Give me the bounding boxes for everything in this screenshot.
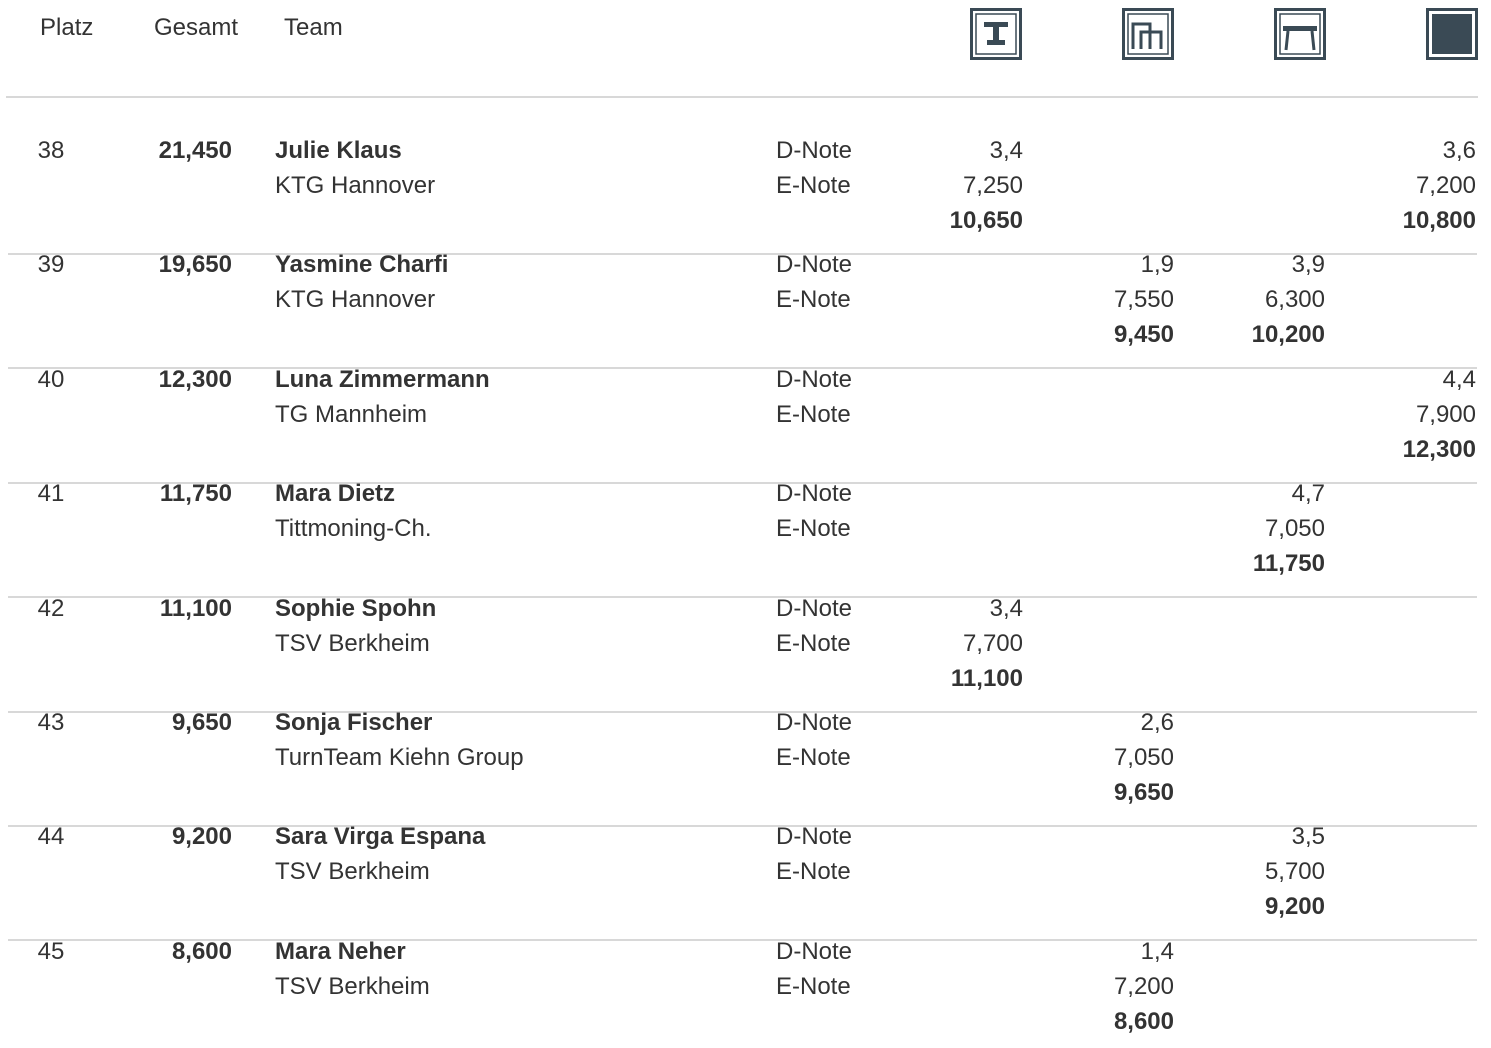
d-note-value: 3,9 xyxy=(1291,251,1325,278)
score-beam xyxy=(893,934,1023,1039)
athlete-name: Sophie Spohn xyxy=(275,595,437,622)
athlete-name: Luna Zimmermann xyxy=(275,366,490,393)
e-note-value: 7,200 xyxy=(1415,172,1476,199)
d-note-value xyxy=(1044,476,1174,511)
place-value: 39 xyxy=(37,251,65,278)
e-note-value xyxy=(1346,626,1476,661)
d-note-value xyxy=(1346,476,1476,511)
d-note-value xyxy=(1195,133,1325,168)
e-note-value xyxy=(1044,854,1174,889)
table-row xyxy=(0,934,1491,1048)
e-note-value xyxy=(1044,397,1174,432)
e-note-value xyxy=(893,511,1023,546)
e-note-value xyxy=(1195,168,1325,203)
apparatus-total xyxy=(1346,1004,1476,1039)
table-row xyxy=(0,133,1491,247)
d-note-value: 1,9 xyxy=(1140,251,1174,278)
apparatus-total: 9,650 xyxy=(1113,779,1174,806)
score-vault xyxy=(1195,133,1325,238)
e-note-value: 5,700 xyxy=(1264,858,1325,885)
athlete-name: Sara Virga Espana xyxy=(275,823,486,850)
total-score: 11,100 xyxy=(159,595,232,622)
d-note-value xyxy=(1195,934,1325,969)
d-note-value xyxy=(1346,591,1476,626)
d-note-value: 3,4 xyxy=(989,137,1023,164)
score-bars xyxy=(1044,705,1174,810)
score-vault xyxy=(1195,705,1325,810)
e-note-value xyxy=(1195,626,1325,661)
e-note-value xyxy=(1044,168,1174,203)
e-note-value xyxy=(1346,282,1476,317)
e-note-value: 7,050 xyxy=(1113,744,1174,771)
apparatus-total xyxy=(1346,889,1476,924)
e-note-value: 7,700 xyxy=(962,630,1023,657)
vault-icon xyxy=(1274,8,1326,60)
e-note-value xyxy=(893,282,1023,317)
team-name: TSV Berkheim xyxy=(275,630,430,657)
score-vault xyxy=(1195,934,1325,1039)
score-vault xyxy=(1195,362,1325,467)
d-note-value xyxy=(893,934,1023,969)
e-note-label: E-Note xyxy=(776,973,851,1000)
e-note-label: E-Note xyxy=(776,744,851,771)
score-vault xyxy=(1195,247,1325,352)
e-note-value xyxy=(1346,740,1476,775)
apparatus-total xyxy=(1044,889,1174,924)
table-row xyxy=(0,819,1491,933)
d-note-value xyxy=(893,819,1023,854)
apparatus-total xyxy=(893,1004,1023,1039)
apparatus-total xyxy=(1346,546,1476,581)
team-name: TurnTeam Kiehn Group xyxy=(275,744,524,771)
apparatus-total xyxy=(893,775,1023,810)
apparatus-total xyxy=(1346,661,1476,696)
d-note-value xyxy=(893,476,1023,511)
score-bars xyxy=(1044,476,1174,581)
d-note-value xyxy=(1044,133,1174,168)
score-floor xyxy=(1346,247,1476,352)
d-note-value xyxy=(1346,705,1476,740)
score-floor xyxy=(1346,476,1476,581)
score-vault xyxy=(1195,476,1325,581)
apparatus-total xyxy=(1044,432,1174,467)
team-name: TG Mannheim xyxy=(275,401,428,428)
apparatus-total xyxy=(1195,661,1325,696)
score-bars xyxy=(1044,934,1174,1039)
place-value: 40 xyxy=(37,366,65,393)
apparatus-total xyxy=(1195,1004,1325,1039)
score-bars xyxy=(1044,133,1174,238)
d-note-label: D-Note xyxy=(776,366,853,393)
d-note-value xyxy=(893,362,1023,397)
apparatus-total: 8,600 xyxy=(1113,1008,1174,1035)
d-note-value: 4,4 xyxy=(1442,366,1476,393)
athlete-name: Julie Klaus xyxy=(275,137,402,164)
header-team: Team xyxy=(284,14,343,41)
apparatus-total: 10,200 xyxy=(1251,321,1325,348)
table-row xyxy=(0,476,1491,590)
e-note-label: E-Note xyxy=(776,515,851,542)
d-note-value: 3,5 xyxy=(1291,823,1325,850)
e-note-value xyxy=(1195,740,1325,775)
table-row xyxy=(0,705,1491,819)
place-value: 44 xyxy=(37,823,65,850)
place-value: 38 xyxy=(37,137,65,164)
e-note-value: 7,050 xyxy=(1264,515,1325,542)
d-note-value: 3,4 xyxy=(989,595,1023,622)
score-bars xyxy=(1044,247,1174,352)
d-note-label: D-Note xyxy=(776,938,853,965)
d-note-value: 2,6 xyxy=(1140,709,1174,736)
d-note-value: 4,7 xyxy=(1291,480,1325,507)
place-value: 43 xyxy=(37,709,65,736)
d-note-value: 3,6 xyxy=(1442,137,1476,164)
e-note-value xyxy=(893,397,1023,432)
d-note-label: D-Note xyxy=(776,823,853,850)
apparatus-total: 9,200 xyxy=(1264,893,1325,920)
d-note-value xyxy=(893,705,1023,740)
e-note-label: E-Note xyxy=(776,172,851,199)
header-divider xyxy=(6,96,1478,98)
score-beam xyxy=(893,247,1023,352)
team-name: Tittmoning-Ch. xyxy=(275,515,432,542)
d-note-label: D-Note xyxy=(776,137,853,164)
apparatus-total xyxy=(1044,546,1174,581)
apparatus-total xyxy=(893,432,1023,467)
uneven-bars-icon xyxy=(1122,8,1174,60)
score-beam xyxy=(893,476,1023,581)
apparatus-total xyxy=(1044,203,1174,238)
score-bars xyxy=(1044,362,1174,467)
athlete-name: Sonja Fischer xyxy=(275,709,433,736)
e-note-value xyxy=(893,854,1023,889)
d-note-value xyxy=(1346,247,1476,282)
score-bars xyxy=(1044,819,1174,924)
d-note-value xyxy=(1195,362,1325,397)
athlete-name: Mara Neher xyxy=(275,938,406,965)
e-note-value xyxy=(1044,511,1174,546)
e-note-value xyxy=(1195,397,1325,432)
score-floor xyxy=(1346,591,1476,696)
e-note-value: 7,250 xyxy=(962,172,1023,199)
score-bars xyxy=(1044,591,1174,696)
place-value: 42 xyxy=(37,595,65,622)
e-note-value xyxy=(893,740,1023,775)
balance-beam-icon xyxy=(970,8,1022,60)
d-note-value: 1,4 xyxy=(1140,938,1174,965)
e-note-label: E-Note xyxy=(776,858,851,885)
score-beam xyxy=(893,362,1023,467)
d-note-value xyxy=(1044,819,1174,854)
e-note-value: 7,900 xyxy=(1415,401,1476,428)
apparatus-total: 12,300 xyxy=(1402,436,1476,463)
score-beam xyxy=(893,705,1023,810)
apparatus-total xyxy=(1195,432,1325,467)
score-floor xyxy=(1346,362,1476,467)
e-note-value xyxy=(1044,626,1174,661)
apparatus-total: 11,100 xyxy=(950,665,1023,692)
d-note-label: D-Note xyxy=(776,251,853,278)
athlete-name: Yasmine Charfi xyxy=(275,251,449,278)
score-floor xyxy=(1346,133,1476,238)
score-floor xyxy=(1346,705,1476,810)
apparatus-total xyxy=(893,546,1023,581)
e-note-label: E-Note xyxy=(776,630,851,657)
d-note-label: D-Note xyxy=(776,595,853,622)
d-note-value xyxy=(1044,362,1174,397)
floor-icon xyxy=(1426,8,1478,60)
d-note-value xyxy=(1346,819,1476,854)
apparatus-total: 9,450 xyxy=(1113,321,1174,348)
score-beam xyxy=(893,133,1023,238)
apparatus-total xyxy=(1346,775,1476,810)
apparatus-total: 10,650 xyxy=(949,207,1023,234)
table-header xyxy=(0,0,1491,100)
e-note-value xyxy=(1346,511,1476,546)
total-score: 11,750 xyxy=(159,480,232,507)
apparatus-total xyxy=(1195,203,1325,238)
score-floor xyxy=(1346,819,1476,924)
d-note-value xyxy=(1346,934,1476,969)
header-place: Platz xyxy=(40,14,94,41)
score-beam xyxy=(893,591,1023,696)
e-note-value xyxy=(893,969,1023,1004)
e-note-value: 7,550 xyxy=(1113,286,1174,313)
total-score: 19,650 xyxy=(158,251,232,278)
place-value: 41 xyxy=(37,480,65,507)
d-note-label: D-Note xyxy=(776,709,853,736)
d-note-value xyxy=(893,247,1023,282)
e-note-value: 6,300 xyxy=(1264,286,1325,313)
score-vault xyxy=(1195,591,1325,696)
total-score: 9,650 xyxy=(171,709,232,736)
d-note-value xyxy=(1195,591,1325,626)
total-score: 12,300 xyxy=(158,366,232,393)
team-name: TSV Berkheim xyxy=(275,858,430,885)
apparatus-total xyxy=(893,889,1023,924)
e-note-value xyxy=(1346,854,1476,889)
e-note-label: E-Note xyxy=(776,401,851,428)
e-note-label: E-Note xyxy=(776,286,851,313)
apparatus-total xyxy=(1044,661,1174,696)
apparatus-total xyxy=(1346,317,1476,352)
apparatus-total xyxy=(1195,775,1325,810)
apparatus-total xyxy=(893,317,1023,352)
total-score: 21,450 xyxy=(158,137,232,164)
e-note-value: 7,200 xyxy=(1113,973,1174,1000)
team-name: TSV Berkheim xyxy=(275,973,430,1000)
team-name: KTG Hannover xyxy=(275,172,436,199)
score-floor xyxy=(1346,934,1476,1039)
e-note-value xyxy=(1346,969,1476,1004)
apparatus-total: 11,750 xyxy=(1252,550,1325,577)
d-note-value xyxy=(1195,705,1325,740)
score-beam xyxy=(893,819,1023,924)
d-note-value xyxy=(1044,591,1174,626)
team-name: KTG Hannover xyxy=(275,286,436,313)
score-vault xyxy=(1195,819,1325,924)
header-total: Gesamt xyxy=(154,14,239,41)
athlete-name: Mara Dietz xyxy=(275,480,396,507)
e-note-value xyxy=(1195,969,1325,1004)
place-value: 45 xyxy=(37,938,65,965)
table-row xyxy=(0,247,1491,361)
total-score: 9,200 xyxy=(171,823,232,850)
table-row xyxy=(0,591,1491,705)
table-row xyxy=(0,362,1491,476)
apparatus-total: 10,800 xyxy=(1402,207,1476,234)
d-note-label: D-Note xyxy=(776,480,853,507)
total-score: 8,600 xyxy=(171,938,232,965)
